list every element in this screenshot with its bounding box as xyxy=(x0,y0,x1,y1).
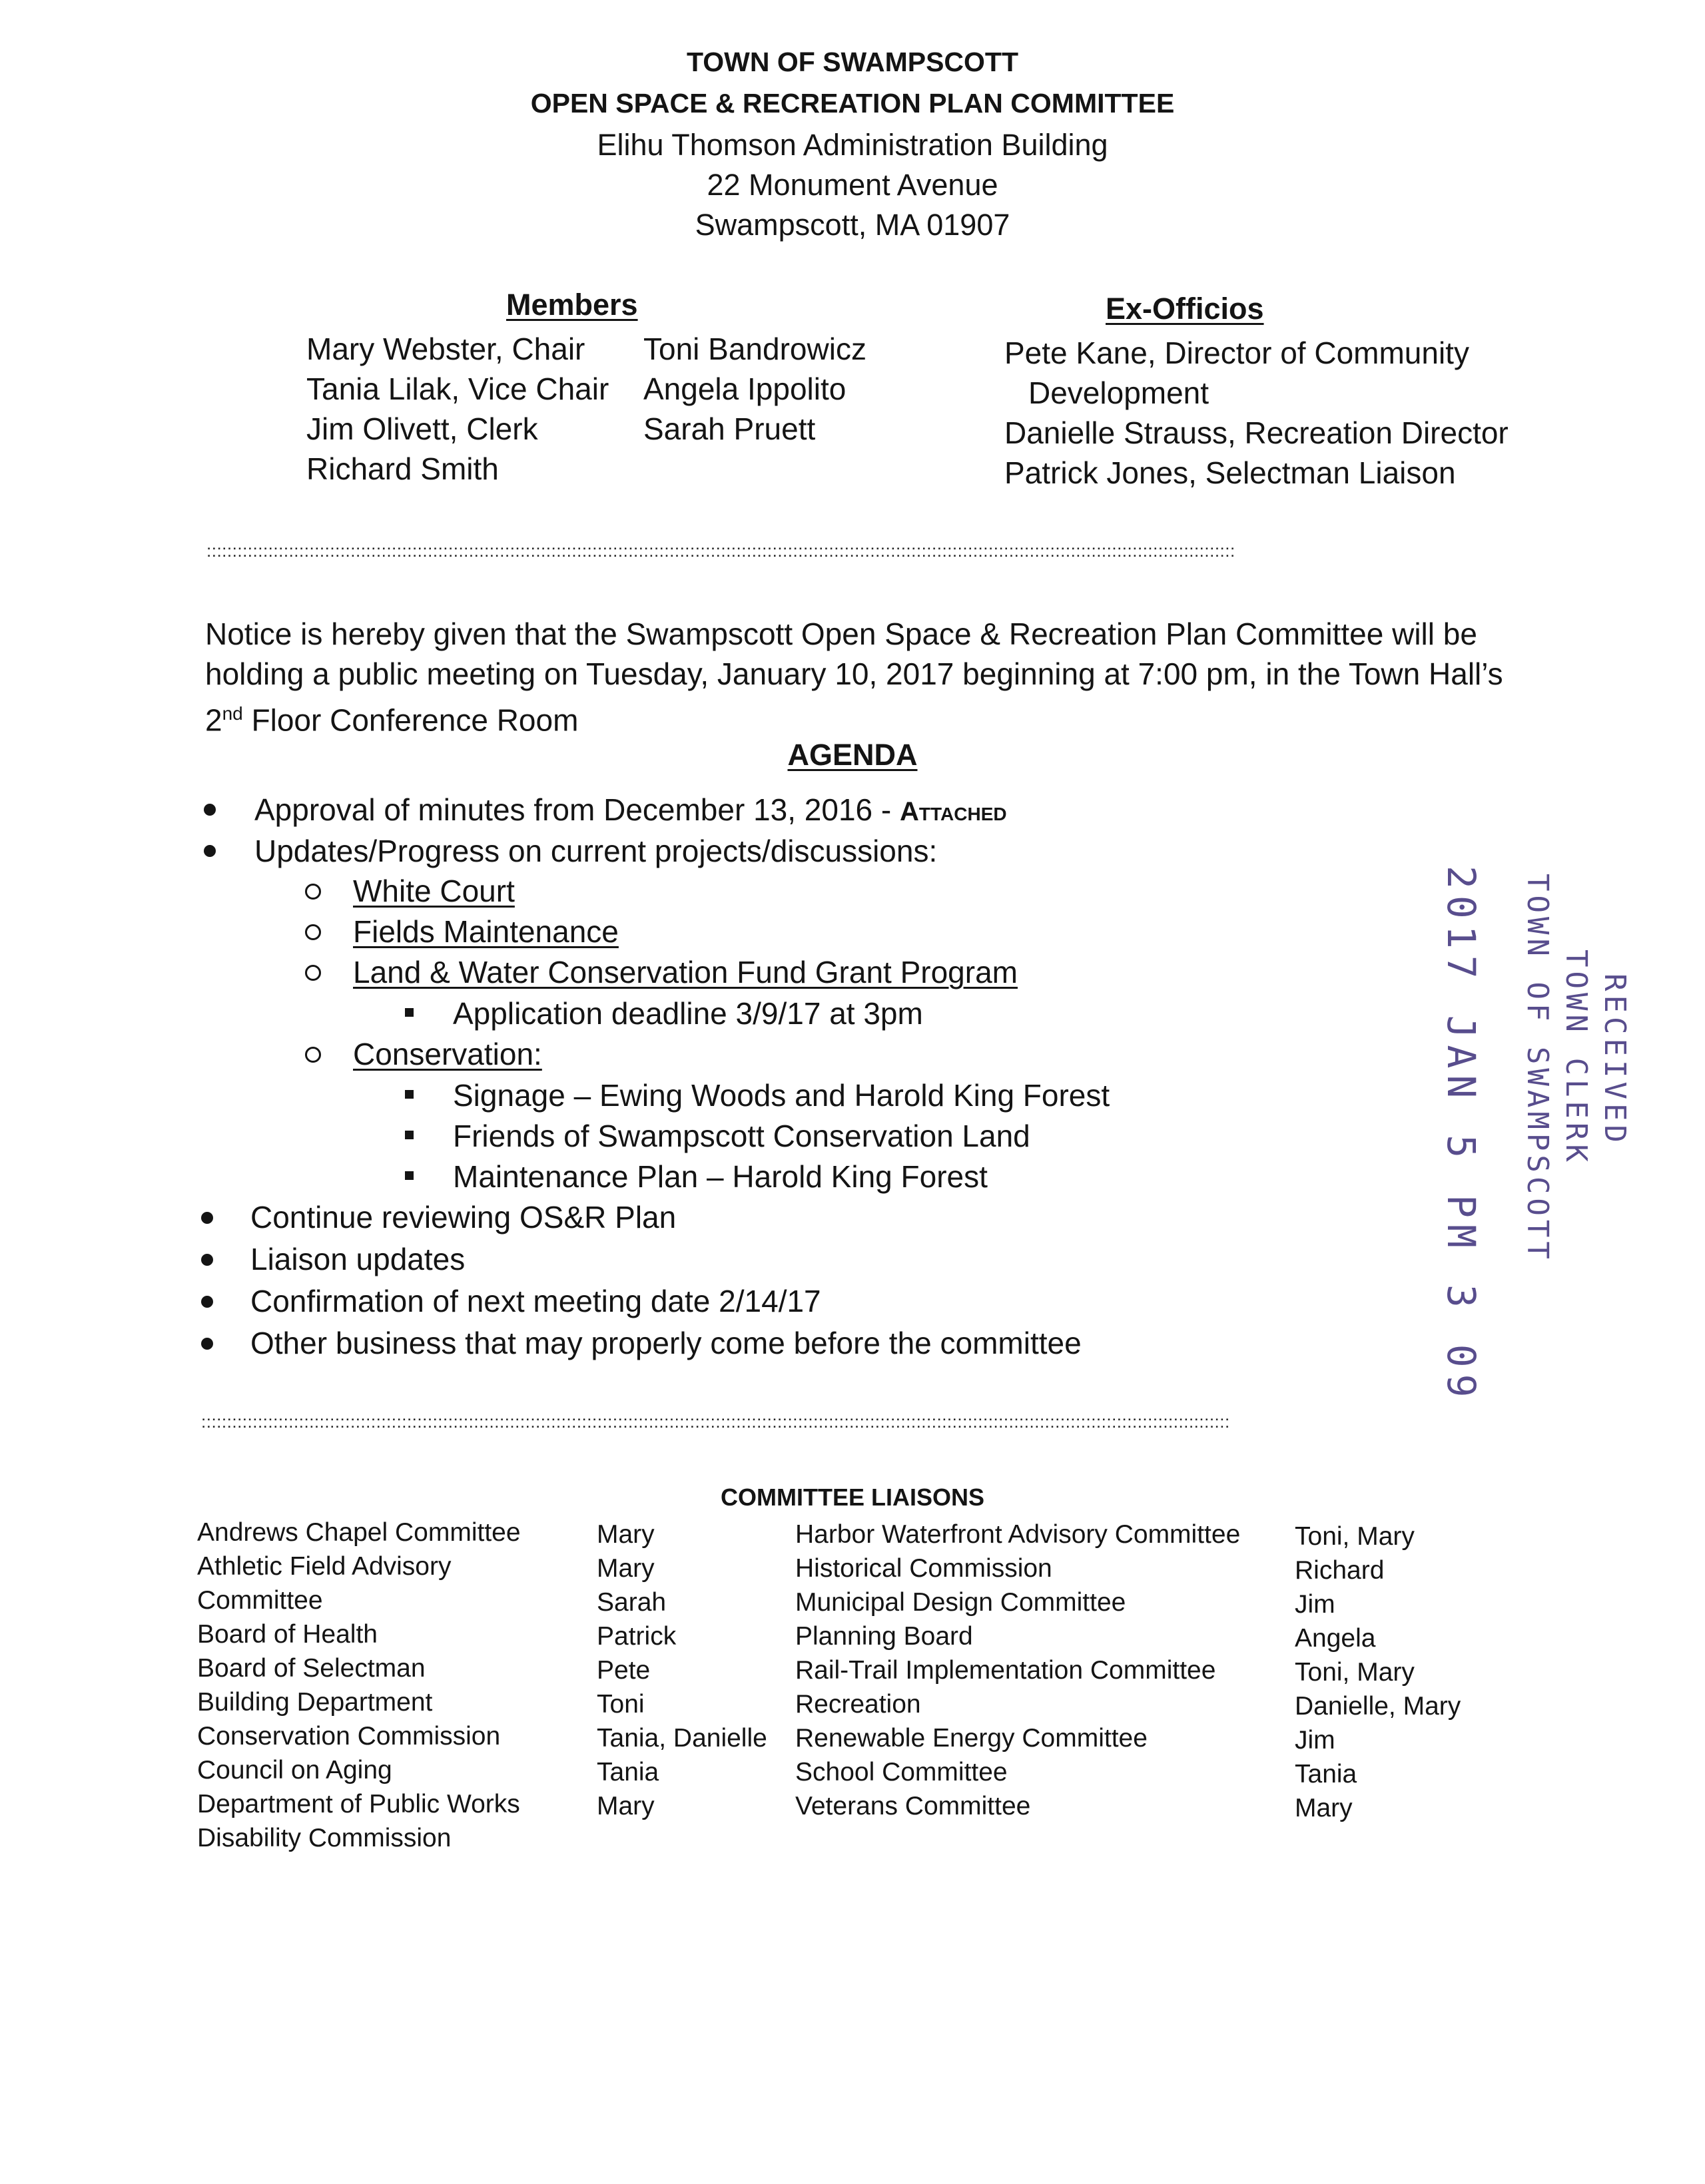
notice-line: Notice is hereby given that the Swampscott Open Space & Recreation Plan Committee will be xyxy=(205,617,1477,651)
ex-officio-line: Patrick Jones, Selectman Liaison xyxy=(1004,455,1456,490)
liaison-committee: Andrews Chapel Committee xyxy=(197,1518,521,1547)
liaison-committee: Board of Selectman xyxy=(197,1654,426,1683)
agenda-item: Liaison updates xyxy=(250,1242,466,1276)
bullet-icon xyxy=(204,804,216,816)
notice-line xyxy=(205,694,1503,740)
liaison-committee: Department of Public Works xyxy=(197,1790,520,1818)
liaisons-left-committees xyxy=(197,1515,583,1855)
liaison-person: Mary xyxy=(597,1520,655,1549)
liaisons-left-people xyxy=(597,1517,797,1823)
ex-officios-list xyxy=(1004,333,1509,493)
agenda-heading: AGENDA xyxy=(787,738,918,772)
member-name: Jim Olivett, Clerk xyxy=(306,411,538,446)
liaison-person: Sarah xyxy=(597,1588,667,1617)
liaison-committee: Board of Health xyxy=(197,1620,378,1649)
liaison-committee: Council on Aging xyxy=(197,1756,392,1784)
liaison-person: Toni, Mary xyxy=(1295,1522,1415,1551)
agenda-item xyxy=(254,790,1007,832)
liaison-committee: Building Department xyxy=(197,1688,433,1717)
stamp-date: 2017 JAN 5 PM 3 09 xyxy=(1439,866,1484,1404)
liaison-person: Richard xyxy=(1295,1556,1385,1585)
stamp-received: RECEIVED xyxy=(1598,973,1632,1147)
bullet-icon xyxy=(204,845,216,857)
members-heading: Members xyxy=(506,288,638,322)
agenda-subsubitem: Application deadline 3/9/17 at 3pm xyxy=(453,996,923,1031)
bullet-icon xyxy=(201,1296,213,1308)
liaison-person: Toni xyxy=(597,1690,645,1719)
liaisons-heading: COMMITTEE LIAISONS xyxy=(721,1484,984,1511)
liaison-committee: Renewable Energy Committee xyxy=(795,1724,1148,1753)
member-name: Angela Ippolito xyxy=(643,372,847,406)
square-bullet-icon xyxy=(405,1131,414,1139)
liaison-committee: Conservation Commission xyxy=(197,1722,501,1751)
agenda-subsubitem: Friends of Swampscott Conservation Land xyxy=(453,1119,1030,1153)
bullet-icon xyxy=(201,1212,213,1224)
notice-line: holding a public meeting on Tuesday, January 10, 2017 beginning at 7:00 pm, in the Town Hall’s xyxy=(205,657,1503,691)
agenda-subitem: Conservation: xyxy=(353,1037,542,1071)
liaison-person: Jim xyxy=(1295,1590,1335,1619)
circle-bullet-icon xyxy=(305,924,321,940)
liaisons-right-committees xyxy=(795,1517,1288,1823)
agenda-item: Other business that may properly come before the committee xyxy=(250,1326,1082,1360)
agenda-subitem: Fields Maintenance xyxy=(353,914,619,949)
liaison-person: Pete xyxy=(597,1656,651,1685)
member-name: Mary Webster, Chair xyxy=(306,332,585,366)
bullet-icon xyxy=(201,1254,213,1266)
liaison-committee: Planning Board xyxy=(795,1622,973,1651)
square-bullet-icon xyxy=(405,1171,414,1180)
member-name: Sarah Pruett xyxy=(643,411,816,446)
member-name: Toni Bandrowicz xyxy=(643,332,866,366)
circle-bullet-icon xyxy=(305,884,321,900)
liaison-person: Tania xyxy=(1295,1760,1357,1788)
meeting-notice xyxy=(205,614,1503,740)
liaison-committee: Recreation xyxy=(795,1690,921,1719)
agenda-subitem: Land & Water Conservation Fund Grant Program xyxy=(353,955,1018,989)
street-address: 22 Monument Avenue xyxy=(707,168,998,202)
dotted-separator: :::::::::::::::::::::::::::::::::::::::::::::::::::::::::::::::::::::::::::::::::::::::::::::::::::::::::::::::::::::::::::::::::::::::::::::::::::::::::::::::::::::::::::::::::::::::::::::::::::::::: xyxy=(201,1412,1230,1432)
liaison-person: Toni, Mary xyxy=(1295,1658,1415,1687)
square-bullet-icon xyxy=(405,1090,414,1099)
agenda-item: Confirmation of next meeting date 2/14/17 xyxy=(250,1284,821,1318)
agenda-subsubitem: Signage – Ewing Woods and Harold King Forest xyxy=(453,1078,1110,1113)
ex-officios-heading: Ex-Officios xyxy=(1106,292,1264,326)
liaison-person: Danielle, Mary xyxy=(1295,1692,1461,1721)
member-name: Richard Smith xyxy=(306,451,499,486)
notice-floor-number: 2 xyxy=(205,702,222,738)
circle-bullet-icon xyxy=(305,965,321,981)
liaison-committee: Historical Commission xyxy=(795,1554,1052,1583)
building-name: Elihu Thomson Administration Building xyxy=(597,128,1108,162)
liaison-committee: Disability Commission xyxy=(197,1824,452,1852)
liaison-person: Mary xyxy=(597,1792,655,1820)
committee-title: OPEN SPACE & RECREATION PLAN COMMITTEE xyxy=(530,88,1175,119)
notice-ordinal: nd xyxy=(222,703,243,724)
liaison-committee: Rail-Trail Implementation Committee xyxy=(795,1656,1216,1685)
agenda-subitem: White Court xyxy=(353,874,515,908)
dotted-separator: :::::::::::::::::::::::::::::::::::::::::::::::::::::::::::::::::::::::::::::::::::::::::::::::::::::::::::::::::::::::::::::::::::::::::::::::::::::::::::::::::::::::::::::::::::::::::::::::::::::::: xyxy=(206,541,1235,561)
circle-bullet-icon xyxy=(305,1047,321,1063)
notice-room: Floor Conference Room xyxy=(242,702,579,738)
agenda-item-text: Approval of minutes from December 13, 2016 - xyxy=(254,792,900,827)
members-column-1 xyxy=(306,329,609,489)
town-title: TOWN OF SWAMPSCOTT xyxy=(686,47,1019,77)
liaison-person: Jim xyxy=(1295,1726,1335,1755)
liaison-committee: Athletic Field Advisory Committee xyxy=(197,1552,452,1615)
agenda-item: Updates/Progress on current projects/discussions: xyxy=(254,834,938,868)
ex-officio-line: Pete Kane, Director of Community xyxy=(1004,336,1469,370)
agenda-subsubitem: Maintenance Plan – Harold King Forest xyxy=(453,1159,988,1194)
square-bullet-icon xyxy=(405,1008,414,1017)
ex-officio-line: Development xyxy=(1028,376,1209,410)
stamp-town-clerk: TOWN CLERK xyxy=(1559,950,1593,1166)
liaison-person: Tania xyxy=(597,1758,659,1786)
attached-tag: Attached xyxy=(900,797,1007,826)
liaison-committee: Municipal Design Committee xyxy=(795,1588,1126,1617)
city-address: Swampscott, MA 01907 xyxy=(695,208,1010,242)
member-name: Tania Lilak, Vice Chair xyxy=(306,372,609,406)
liaison-person: Mary xyxy=(1295,1794,1353,1822)
ex-officio-line: Danielle Strauss, Recreation Director xyxy=(1004,415,1509,450)
liaison-committee: Veterans Committee xyxy=(795,1792,1031,1820)
liaison-person: Tania, Danielle xyxy=(597,1724,767,1753)
bullet-icon xyxy=(201,1338,213,1350)
liaisons-right-people xyxy=(1295,1519,1561,1825)
liaison-person: Angela xyxy=(1295,1624,1376,1653)
members-column-2 xyxy=(643,329,866,449)
liaison-committee: School Committee xyxy=(795,1758,1008,1786)
liaison-person: Patrick xyxy=(597,1622,677,1651)
stamp-town-name: TOWN OF SWAMPSCOTT xyxy=(1521,874,1554,1263)
agenda-item: Continue reviewing OS&R Plan xyxy=(250,1200,677,1234)
liaison-person: Mary xyxy=(597,1554,655,1583)
liaison-committee: Harbor Waterfront Advisory Committee xyxy=(795,1520,1241,1549)
